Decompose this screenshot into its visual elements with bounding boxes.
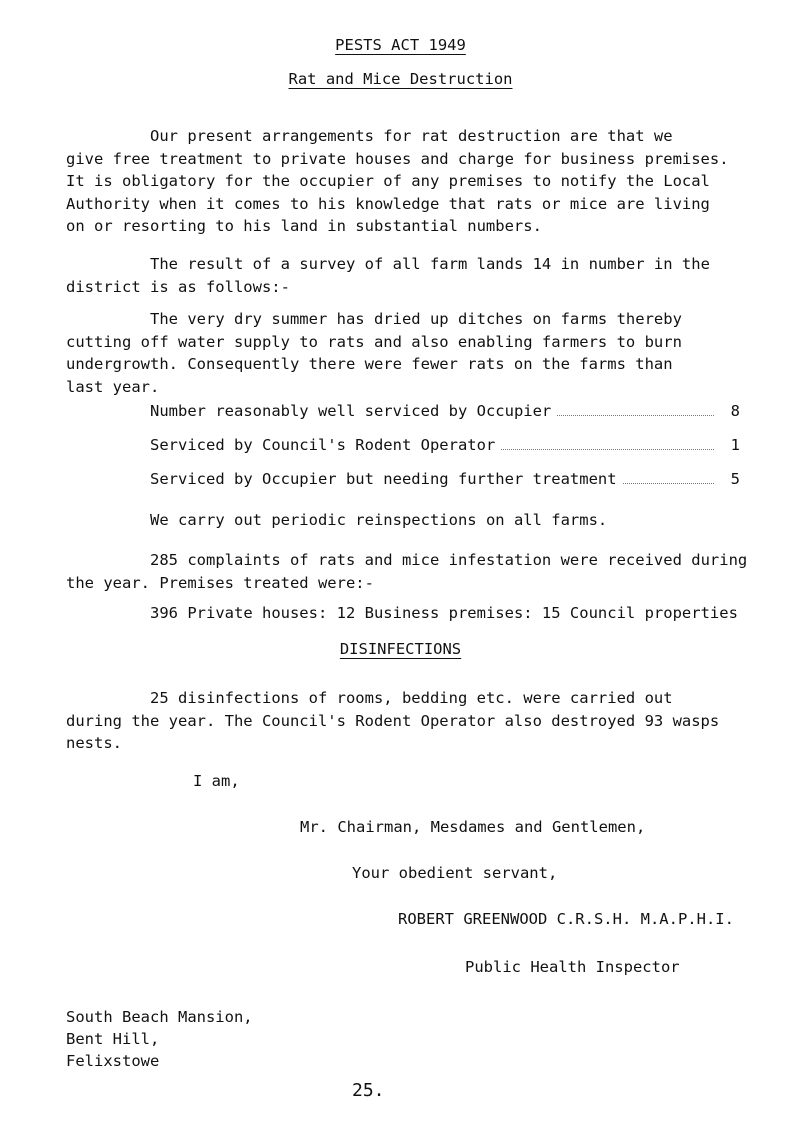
farm-count-row xyxy=(150,436,740,454)
complaints-line: 285 complaints of rats and mice infestation were received during xyxy=(150,551,748,569)
address-block xyxy=(66,1006,253,1072)
disinfections-line: nests. xyxy=(66,734,122,752)
complaints-line: the year. Premises treated were:- xyxy=(66,573,374,592)
farm-count-value: 1 xyxy=(730,436,740,454)
intro-line: Authority when it comes to his knowledge that rats or mice are living xyxy=(66,194,710,213)
closing-i-am: I am, xyxy=(193,772,240,790)
intro-line: on or resorting to his land in substantial numbers. xyxy=(66,217,542,235)
address-line: Bent Hill, xyxy=(66,1030,160,1048)
address-line: Felixstowe xyxy=(66,1052,160,1070)
survey-line: The result of a survey of all farm lands 14 in number in the xyxy=(150,255,710,273)
farm-count-value: 8 xyxy=(730,402,740,420)
act-title: PESTS ACT 1949 xyxy=(335,36,466,54)
intro-line: It is obligatory for the occupier of any premises to notify the Local xyxy=(66,172,710,190)
survey-line: district is as follows:- xyxy=(66,277,290,296)
summer-line: cutting off water supply to rats and also enabling farmers to burn xyxy=(66,332,682,351)
farm-count-label: Number reasonably well serviced by Occupier xyxy=(150,402,552,420)
intro-line: give free treatment to private houses and charge for business premises. xyxy=(66,149,729,168)
intro-line: Our present arrangements for rat destruction are that we xyxy=(150,127,673,145)
closing-obedient: Your obedient servant, xyxy=(352,864,558,882)
summer-paragraph xyxy=(66,308,786,398)
summer-line: undergrowth. Consequently there were fewer rats on the farms than xyxy=(66,355,673,373)
disinfections-line: 25 disinfections of rooms, bedding etc. were carried out xyxy=(150,689,673,707)
complaints-paragraph xyxy=(66,549,786,594)
signatory-role: Public Health Inspector xyxy=(465,958,680,976)
summer-line: The very dry summer has dried up ditches on farms thereby xyxy=(150,310,682,328)
address-line: South Beach Mansion, xyxy=(66,1008,253,1026)
signatory-name: ROBERT GREENWOOD C.R.S.H. M.A.P.H.I. xyxy=(398,910,734,928)
intro-paragraph xyxy=(66,125,786,238)
reinspections-text: We carry out periodic reinspections on all farms. xyxy=(150,511,608,529)
closing-salutation: Mr. Chairman, Mesdames and Gentlemen, xyxy=(300,818,646,836)
survey-paragraph xyxy=(66,253,786,298)
page-number: 25. xyxy=(352,1080,385,1101)
leader-dots xyxy=(501,449,714,450)
disinfections-paragraph xyxy=(66,687,786,755)
farm-count-label: Serviced by Council's Rodent Operator xyxy=(150,436,496,454)
leader-dots xyxy=(623,483,714,484)
disinfections-line: during the year. The Council's Rodent Operator also destroyed 93 wasps xyxy=(66,711,720,730)
disinfections-heading: DISINFECTIONS xyxy=(339,640,462,658)
leader-dots xyxy=(557,415,714,416)
farm-count-value: 5 xyxy=(730,470,740,488)
summer-line: last year. xyxy=(66,377,160,396)
premises-treated: 396 Private houses: 12 Business premises: 15 Council properties xyxy=(150,604,738,622)
farm-count-row xyxy=(150,470,740,488)
farm-count-label: Serviced by Occupier but needing further treatment xyxy=(150,470,617,488)
farm-count-row xyxy=(150,402,740,420)
section-title: Rat and Mice Destruction xyxy=(288,70,513,88)
